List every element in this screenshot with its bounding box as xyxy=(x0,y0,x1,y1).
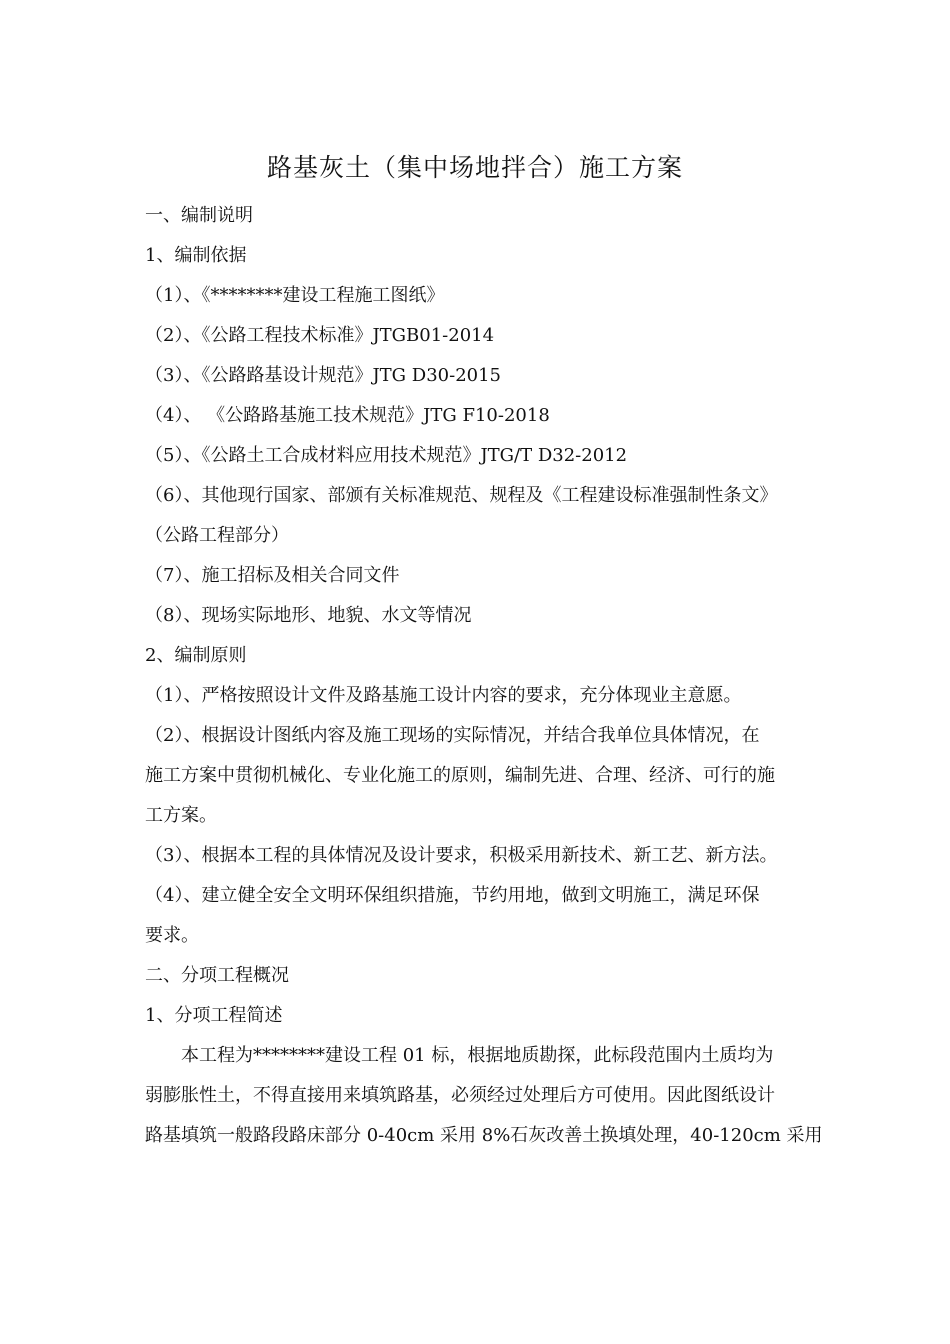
list-item: （7）、施工招标及相关合同文件 xyxy=(145,565,400,586)
list-item: （2）、《公路工程技术标准》JTGB01-2014 xyxy=(145,325,495,346)
list-item: （1）、严格按照设计文件及路基施工设计内容的要求，充分体现业主意愿。 xyxy=(145,685,742,706)
list-item: （1）、《********建设工程施工图纸》 xyxy=(145,285,445,306)
body-paragraph-line: 路基填筑一般路段路床部分 0-40cm 采用 8%石灰改善土换填处理，40-120cm 采用 xyxy=(145,1125,823,1146)
list-item: （4）、 《公路路基施工技术规范》JTG F10-2018 xyxy=(145,405,550,426)
list-item-continuation: 要求。 xyxy=(145,925,199,946)
list-item: （5）、《公路土工合成材料应用技术规范》JTG/T D32-2012 xyxy=(145,445,628,466)
body-paragraph-line: 本工程为********建设工程 01 标，根据地质勘探，此标段范围内土质均为 xyxy=(181,1045,774,1066)
list-item-continuation: 工方案。 xyxy=(145,805,217,826)
list-item-continuation: 施工方案中贯彻机械化、专业化施工的原则，编制先进、合理、经济、可行的施 xyxy=(145,765,775,786)
subsection-heading: 1、编制依据 xyxy=(145,245,247,266)
list-item: （6）、其他现行国家、部颁有关标准规范、规程及《工程建设标准强制性条文》 xyxy=(145,485,778,506)
list-item: （2）、根据设计图纸内容及施工现场的实际情况，并结合我单位具体情况，在 xyxy=(145,725,760,746)
section-heading: 一、编制说明 xyxy=(145,205,253,226)
list-item-continuation: （公路工程部分） xyxy=(145,525,289,546)
list-item: （3）、《公路路基设计规范》JTG D30-2015 xyxy=(145,365,501,386)
list-item: （4）、建立健全安全文明环保组织措施，节约用地，做到文明施工，满足环保 xyxy=(145,885,760,906)
subsection-heading: 1、分项工程简述 xyxy=(145,1005,283,1026)
list-item: （8）、现场实际地形、地貌、水文等情况 xyxy=(145,605,472,626)
body-paragraph-line: 弱膨胀性土，不得直接用来填筑路基，必须经过处理后方可使用。因此图纸设计 xyxy=(145,1085,775,1106)
section-heading: 二、分项工程概况 xyxy=(145,965,289,986)
document-title: 路基灰土（集中场地拌合）施工方案 xyxy=(266,153,683,182)
subsection-heading: 2、编制原则 xyxy=(145,645,247,666)
list-item: （3）、根据本工程的具体情况及设计要求，积极采用新技术、新工艺、新方法。 xyxy=(145,845,778,866)
